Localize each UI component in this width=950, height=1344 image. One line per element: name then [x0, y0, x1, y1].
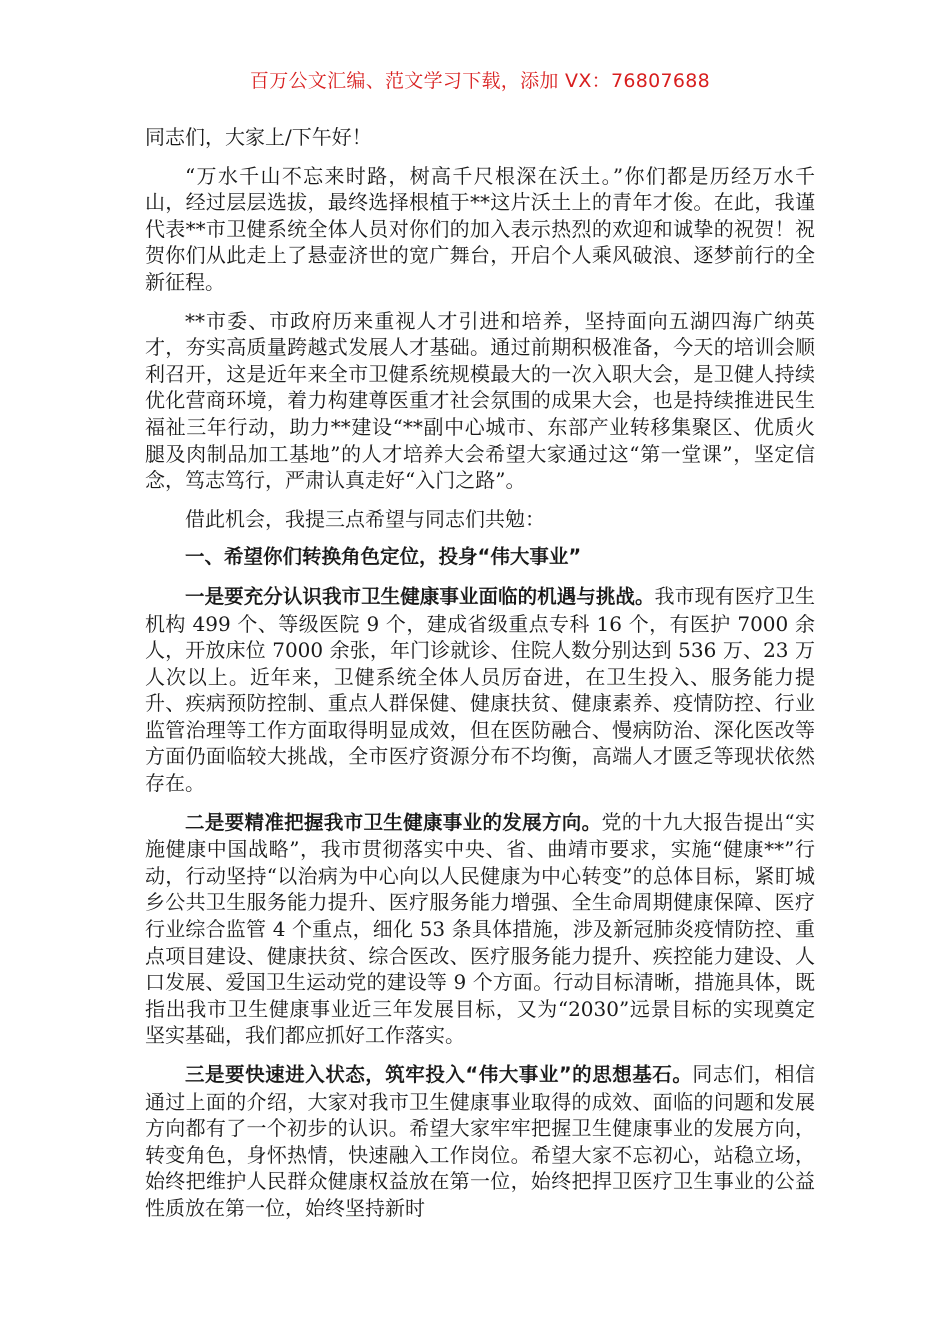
document-body [145, 124, 815, 1234]
item-2-lead: 二是要精准把握我市卫生健康事业的发展方向。 [185, 810, 602, 834]
paragraph-item-2 [145, 809, 815, 1049]
section-heading-1: 一、希望你们转换角色定位，投身“伟大事业” [185, 545, 582, 569]
paragraph-opening: “万水千山不忘来时路，树高千尺根深在沃土。”你们都是历经万水千山，经过层层选拔，最终选择根植于**这片沃土上的青年才俊。在此，我谨代表**市卫健系统全体人员对你们的加入表示热烈的欢迎和诚挚的祝贺！祝贺你们从此走上了悬壶济世的宽广舞台，开启个人乘风破浪、逐梦前行的全新征程。 [145, 163, 815, 294]
paragraph-item-3 [145, 1061, 815, 1222]
greeting: 同志们，大家上/下午好！ [145, 125, 372, 149]
paragraph-item-1 [145, 583, 815, 797]
paragraph-transition: 借此机会，我提三点希望与同志们共勉： [185, 506, 545, 531]
item-3-lead: 三是要快速进入状态，筑牢投入“伟大事业”的思想基石。 [185, 1063, 693, 1086]
item-1-lead: 一是要充分认识我市卫生健康事业面临的机遇与挑战。 [185, 584, 655, 608]
paragraph-background: **市委、市政府历来重视人才引进和培养，坚持面向五湖四海广纳英才，夯实高质量跨越式发展人才基础。通过前期积极准备，今天的培训会顺利召开，这是近年来全市卫健系统规模最大的一次入职大会，是卫健人持续优化营商环境，着力构建尊医重才社会氛围的成果大会，也是持续推进民生福祉三年行动，助力**建设“**副中心城市、东部产业转移集聚区、优质火腿及肉制品加工基地”的人才培养大会希望大家通过这“第一堂课”，坚定信念，笃志笃行，严肃认真走好“入门之路”。 [145, 308, 815, 493]
promo-banner: 百万公文汇编、范文学习下载，添加 VX：76807688 [249, 70, 711, 92]
item-3-text: 同志们，相信通过上面的介绍，大家对我市卫生健康事业取得的成效、面临的问题和发展方向都有了一个初步的认识。希望大家牢牢把握卫生健康事业的发展方向，转变角色，身怀热情，快速融入工作岗位。希望大家不忘初心，站稳立场，始终把维护人民群众健康权益放在第一位，始终把捍卫医疗卫生事业的公益性质放在第一位，始终坚持新时 [145, 1062, 815, 1220]
item-2-text: 党的十九大报告提出“实施健康中国战略”，我市贯彻落实中央、省、曲靖市要求，实施“健康**”行动，行动坚持“以治病为中心向以人民健康为中心转变”的总体目标，紧盯城乡公共卫生服务能力提升、医疗服务能力增强、全生命周期健康保障、医疗行业综合监管 4 个重点，细化 53 条具体措施，涉及新冠肺炎疫情防控、重点项目建设、健康扶贫、综合医改、医疗服务能力提升、疾控能力建设、人口发展、爱国卫生运动党的建设等 9 个方面。行动目标清晰，措施具体，既指出我市卫生健康事业近三年发展目标，又为“2030”远景目标的实现奠定坚实基础，我们都应抓好工作落实。 [145, 809, 815, 1048]
item-1-text: 我市现有医疗卫生机构 499 个、等级医院 9 个，建成省级重点专科 16 个，有医护 7000 余人，开放床位 7000 余张，年门诊就诊、住院人数分别达到 536 万、23 万人次以上。近年来，卫健系统全体人员厉奋进，在卫生投入、服务能力提升、疾病预防控制、重点人群保健、健康扶贫、健康素养、疫情防控、行业监管治理等工作方面取得明显成效，但在医防融合、慢病防治、深化医改等方面仍面临较大挑战，全市医疗资源分布不均衡，高端人才匮乏等现状依然存在。 [145, 583, 815, 796]
